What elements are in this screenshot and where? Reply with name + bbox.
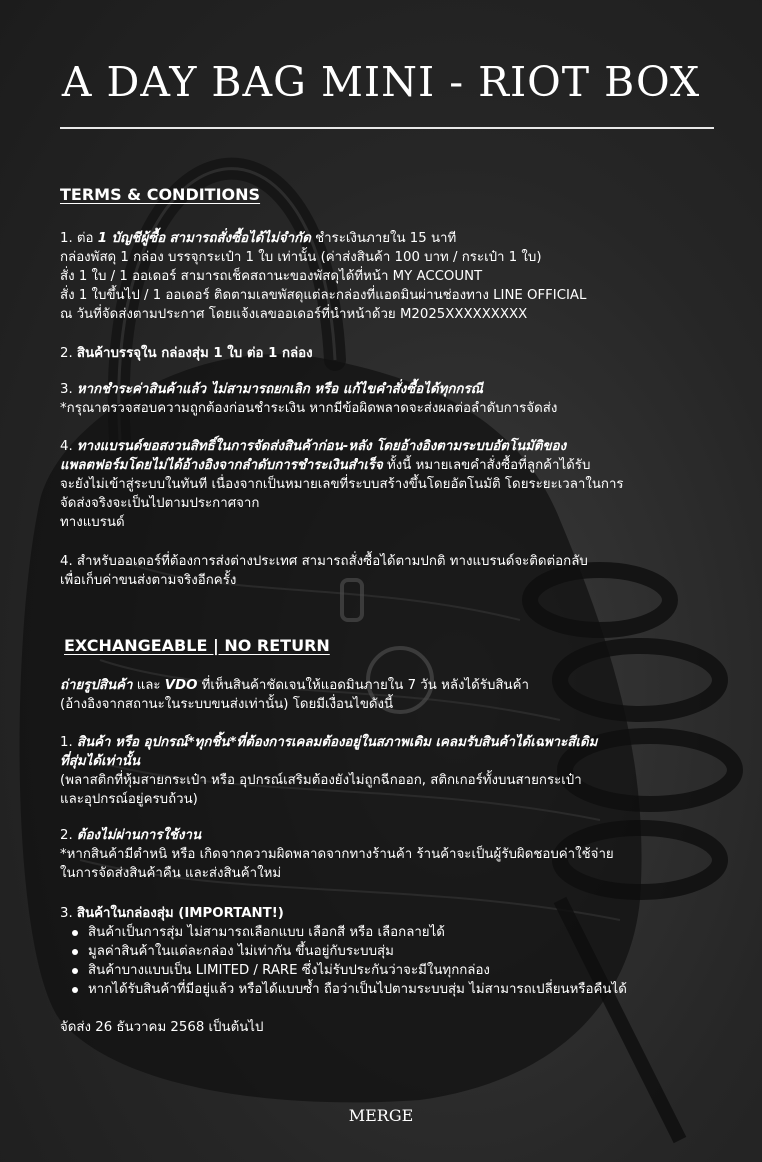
list-item: มูลค่าสินค้าในแต่ละกล่อง ไม่เท่ากัน ขึ้นอยู่กับระบบสุ่ม <box>88 942 730 961</box>
terms-item-4a-rest-2: ทั้งนี้ หมายเลขคำสั่งซื้อที่ลูกค้าได้รับ <box>382 458 591 473</box>
terms-item-4b-line-1: 4. สำหรับออเดอร์ที่ต้องการส่งต่างประเทศ สามารถสั่งซื้อได้ตามปกติ ทางแบรนด์จะติดต่อกลับ <box>60 554 588 569</box>
exchange-item-3-num: 3. <box>60 906 77 921</box>
terms-item-4a-bold-2: แพลตฟอร์มโดยไม่ได้อ้างอิงจากลำดับการชำระเงินสำเร็จ <box>60 458 383 473</box>
terms-item-4b-line-2: เพื่อเก็บค่าขนส่งตามจริงอีกครั้ง <box>60 573 237 588</box>
list-item: หากได้รับสินค้าที่มีอยู่แล้ว หรือได้แบบซ้ำ ถือว่าเป็นไปตามระบบสุ่ม ไม่สามารถเปลี่ยนหรือคืนได้ <box>88 980 730 999</box>
terms-item-1-account: 1 บัญชีผู้ซื้อ <box>97 231 166 246</box>
terms-item-1-rest: ชำระเงินภายใน 15 นาที <box>310 231 457 246</box>
terms-item-4b <box>60 552 730 590</box>
terms-item-1-line-4: สั่ง 1 ใบขึ้นไป / 1 ออเดอร์ ติดตามเลขพัสดุแต่ละกล่องที่แอดมินผ่านช่องทาง LINE OFFICIAL <box>60 288 587 303</box>
exchange-item-1 <box>60 733 730 809</box>
exchange-item-3-bold: สินค้าในกล่องสุ่ม (IMPORTANT!) <box>76 906 284 921</box>
exchange-item-2-line-3: ในการจัดส่งสินค้าคืน และส่งสินค้าใหม่ <box>60 866 282 881</box>
exchange-intro-line-2: (อ้างอิงจากสถานะในระบบขนส่งเท่านั้น) โดยมีเงื่อนไขดังนี้ <box>60 697 394 712</box>
terms-item-1-line-3: สั่ง 1 ใบ / 1 ออเดอร์ สามารถเช็คสถานะของพัสดุได้ที่หน้า MY ACCOUNT <box>60 269 483 284</box>
brand-footer: MERGE <box>348 1106 414 1125</box>
random-box-bullet-list <box>60 923 730 999</box>
terms-item-4a-num: 4. <box>60 439 77 454</box>
terms-item-3-num: 3. <box>60 382 77 397</box>
exchange-intro-vdo: VDO <box>164 678 198 693</box>
terms-item-4a-line-3: จะยังไม่เข้าสู่ระบบในทันที เนื่องจากเป็นหมายเลขที่ระบบสร้างขึ้นโดยอัตโนมัติ โดยระยะเวลาในการ <box>60 477 624 492</box>
exchange-intro-and: และ <box>132 678 165 693</box>
terms-heading: TERMS & CONDITIONS <box>60 185 261 204</box>
terms-item-1-unlimited: สามารถสั่งซื้อได้ไม่จำกัด <box>169 231 311 246</box>
terms-item-2 <box>60 344 730 363</box>
terms-item-4a-line-4: จัดส่งจริงจะเป็นไปตามประกาศจาก <box>60 496 260 511</box>
shipping-date <box>60 1018 730 1037</box>
terms-item-2-num: 2. <box>60 346 77 361</box>
exchange-item-2-num: 2. <box>60 828 77 843</box>
exchange-intro-photo: ถ่ายรูปสินค้า <box>60 678 133 693</box>
terms-item-4a-line-5: ทางแบรนด์ <box>60 515 125 530</box>
terms-item-1-line-5: ณ วันที่จัดส่งตามประกาศ โดยแจ้งเลขออเดอร์ที่นำหน้าด้วย M2025XXXXXXXXX <box>60 307 528 322</box>
title-divider <box>60 127 714 129</box>
terms-item-1-line-1 <box>60 229 730 248</box>
terms-item-3 <box>60 380 730 418</box>
terms-item-4a-bold-1: ทางแบรนด์ขอสงวนสิทธิ์ในการจัดส่งสินค้าก่อน-หลัง โดยอ้างอิงตามระบบอัตโนมัติของ <box>76 439 567 454</box>
terms-item-1-line-2: กล่องพัสดุ 1 กล่อง บรรจุกระเป๋า 1 ใบ เท่านั้น (ค่าส่งสินค้า 100 บาท / กระเป๋า 1 ใบ) <box>60 250 542 265</box>
terms-item-1 <box>60 229 730 324</box>
exchange-item-2-bold: ต้องไม่ผ่านการใช้งาน <box>76 828 202 843</box>
exchange-item-1-line-3: (พลาสติกที่หุ้มสายกระเป๋า หรือ อุปกรณ์เสริมต้องยังไม่ถูกฉีกออก, สติกเกอร์ทั้งบนสายกระเป๋า <box>60 773 582 788</box>
exchange-intro <box>60 676 730 714</box>
page-title: A DAY BAG MINI - RIOT BOX <box>61 58 701 106</box>
exchange-item-3 <box>60 904 730 999</box>
exchange-item-1-num: 1. <box>60 735 77 750</box>
exchange-item-2 <box>60 826 730 883</box>
terms-item-3-line-2: *กรุณาตรวจสอบความถูกต้องก่อนชำระเงิน หากมีข้อผิดพลาดจะส่งผลต่อลำดับการจัดส่ง <box>60 401 558 416</box>
terms-item-3-bold: หากชำระค่าสินค้าแล้ว ไม่สามารถยกเลิก หรือ แก้ไขคำสั่งซื้อได้ทุกกรณี <box>76 382 483 397</box>
terms-item-1-num: 1. ต่อ <box>60 231 98 246</box>
exchange-item-2-line-2: *หากสินค้ามีตำหนิ หรือ เกิดจากความผิดพลาดจากทางร้านค้า ร้านค้าจะเป็นผู้รับผิดชอบค่าใช้จ่าย <box>60 847 614 862</box>
exchange-intro-rest: ที่เห็นสินค้าชัดเจนให้แอดมินภายใน 7 วัน หลังได้รับสินค้า <box>197 678 529 693</box>
list-item: สินค้าเป็นการสุ่ม ไม่สามารถเลือกแบบ เลือกสี หรือ เลือกลายได้ <box>88 923 730 942</box>
exchange-heading: EXCHANGEABLE | NO RETURN <box>64 636 330 655</box>
exchange-item-1-line-4: และอุปกรณ์อยู่ครบถ้วน) <box>60 792 198 807</box>
list-item: สินค้าบางแบบเป็น LIMITED / RARE ซึ่งไม่รับประกันว่าจะมีในทุกกล่อง <box>88 961 730 980</box>
shipping-date-text: จัดส่ง 26 ธันวาคม 2568 เป็นต้นไป <box>60 1020 264 1035</box>
exchange-item-1-bold: สินค้า หรือ อุปกรณ์*ทุกชิ้น*ที่ต้องการเคลมต้องอยู่ในสภาพเดิม เคลมรับสินค้าได้เฉพาะสีเดิม <box>76 735 598 750</box>
terms-item-4a <box>60 437 730 532</box>
exchange-item-1-bold-2: ที่สุ่มได้เท่านั้น <box>60 754 140 769</box>
terms-item-2-text: สินค้าบรรจุใน กล่องสุ่ม 1 ใบ ต่อ 1 กล่อง <box>76 346 313 361</box>
